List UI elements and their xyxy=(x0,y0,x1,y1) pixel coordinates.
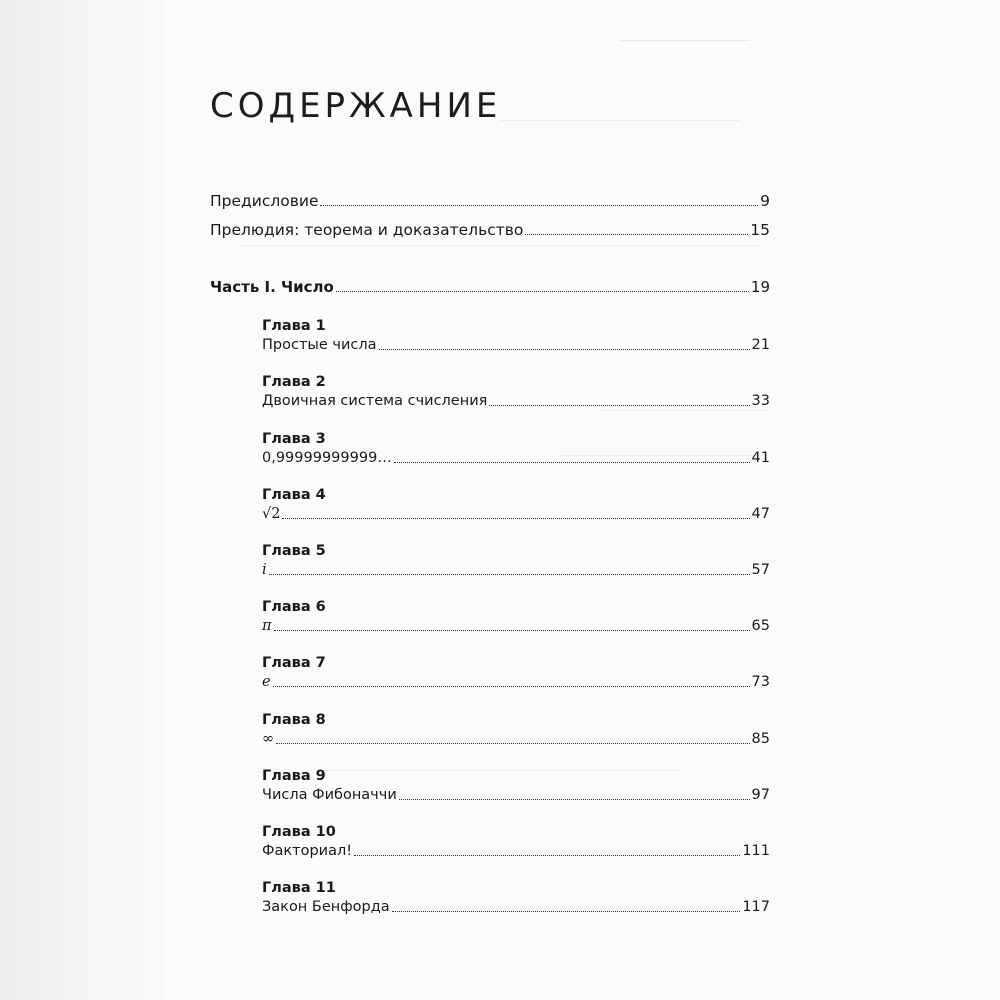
chapter-title: ∞ xyxy=(262,731,275,747)
toc-entry-chapter-5[interactable] xyxy=(262,561,770,579)
chapter-heading: Глава 10 xyxy=(262,824,336,840)
toc-entry-chapter-10[interactable] xyxy=(262,842,770,860)
dot-leader xyxy=(489,405,749,406)
chapter-title: Числа Фибоначчи xyxy=(262,787,397,803)
toc-entry-page: 33 xyxy=(751,393,770,409)
dot-leader xyxy=(320,205,758,206)
toc-entry-chapter-2[interactable] xyxy=(262,392,770,410)
toc-entry-page: 47 xyxy=(751,506,770,522)
chapter-heading: Глава 9 xyxy=(262,768,326,784)
toc-entry-page: 19 xyxy=(750,278,770,296)
chapter-title: Простые числа xyxy=(262,337,377,353)
page-title: СОДЕРЖАНИЕ xyxy=(210,86,502,126)
chapter-heading: Глава 1 xyxy=(262,318,326,334)
toc-entry-page: 65 xyxy=(751,618,770,634)
dot-leader xyxy=(282,518,749,519)
chapter-title: √2 xyxy=(262,506,281,522)
toc-entry-label: Предисловие xyxy=(210,192,319,210)
toc-entry-chapter-11[interactable] xyxy=(262,898,770,916)
toc-entry-page: 111 xyxy=(742,843,770,859)
toc-entry-page: 97 xyxy=(751,787,770,803)
toc-entry-preface[interactable] xyxy=(210,192,770,210)
chapter-title: i xyxy=(262,562,267,578)
toc-entry-prelude[interactable] xyxy=(210,221,770,239)
toc-entry-chapter-8[interactable] xyxy=(262,730,770,748)
chapter-heading: Глава 8 xyxy=(262,712,326,728)
dot-leader xyxy=(392,911,741,912)
toc-entry-chapter-4[interactable] xyxy=(262,505,770,523)
toc-entry-page: 73 xyxy=(751,674,770,690)
chapter-title: 0,99999999999… xyxy=(262,450,392,466)
chapter-heading: Глава 11 xyxy=(262,880,336,896)
dot-leader xyxy=(394,462,750,463)
chapter-title: Закон Бенфорда xyxy=(262,899,390,915)
chapter-heading: Глава 2 xyxy=(262,374,326,390)
chapter-title: Двоичная система счисления xyxy=(262,393,488,409)
toc-entry-chapter-7[interactable] xyxy=(262,673,770,691)
chapter-title: e xyxy=(262,674,271,690)
chapter-title: Факториал! xyxy=(262,843,353,859)
toc-entry-page: 21 xyxy=(751,337,770,353)
dot-leader xyxy=(399,799,750,800)
dot-leader xyxy=(354,855,740,856)
toc-entry-page: 41 xyxy=(751,450,770,466)
chapter-heading: Глава 7 xyxy=(262,655,326,671)
toc-entry-page: 57 xyxy=(751,562,770,578)
toc-entry-page: 117 xyxy=(742,899,770,915)
chapter-heading: Глава 3 xyxy=(262,431,326,447)
chapter-heading: Глава 4 xyxy=(262,487,326,503)
dot-leader xyxy=(273,686,750,687)
dot-leader xyxy=(525,234,748,235)
chapter-heading: Глава 6 xyxy=(262,599,326,615)
toc-entry-chapter-1[interactable] xyxy=(262,336,770,354)
chapter-title: π xyxy=(262,618,272,634)
part-label: Часть I. Число xyxy=(210,278,334,296)
toc-entry-chapter-3[interactable] xyxy=(262,449,770,467)
toc-entry-chapter-9[interactable] xyxy=(262,786,770,804)
dot-leader xyxy=(269,574,750,575)
chapter-heading: Глава 5 xyxy=(262,543,326,559)
toc-entry-page: 9 xyxy=(760,192,770,210)
toc-part-1[interactable] xyxy=(210,278,770,296)
dot-leader xyxy=(336,291,749,292)
toc-entry-label: Прелюдия: теорема и доказательство xyxy=(210,221,524,239)
toc-entry-page: 85 xyxy=(751,731,770,747)
toc-entry-chapter-6[interactable] xyxy=(262,617,770,635)
dot-leader xyxy=(274,630,750,631)
dot-leader xyxy=(276,743,749,744)
dot-leader xyxy=(379,349,750,350)
toc-entry-page: 15 xyxy=(750,221,770,239)
